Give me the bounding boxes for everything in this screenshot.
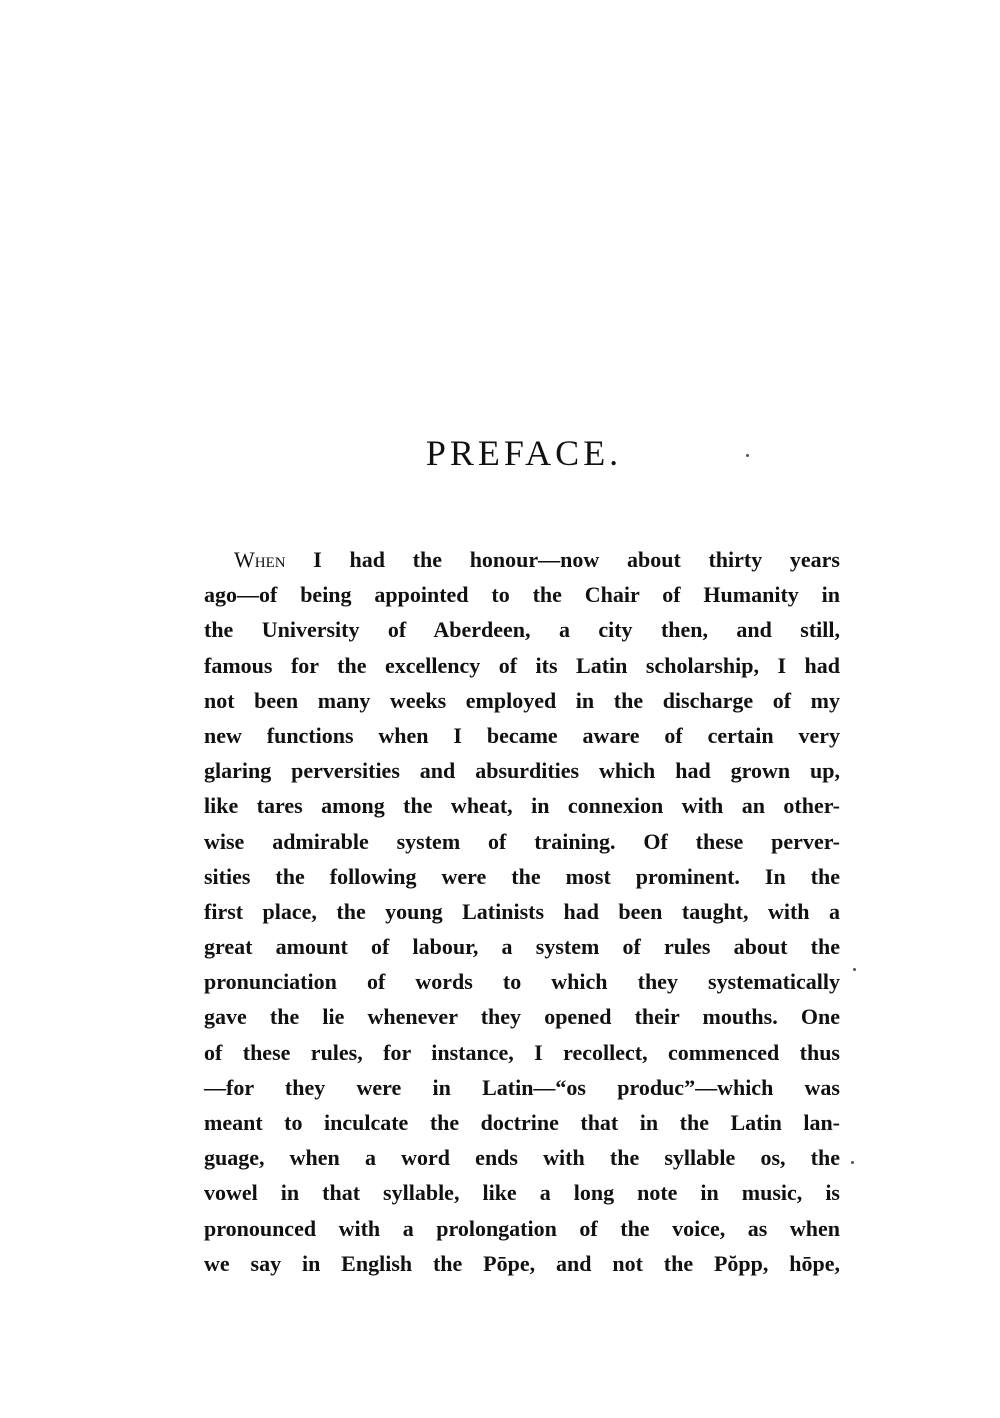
text-line: wise admirable system of training. Of these perver- (204, 828, 840, 854)
text-line: first place, the young Latinists had been taught, with a (204, 898, 840, 924)
text-line: new functions when I became aware of certain very (204, 722, 840, 748)
text-line: great amount of labour, a system of rules about the (204, 934, 840, 960)
preface-text (204, 542, 840, 1281)
scan-speck (853, 968, 856, 971)
drop-word: When (234, 547, 286, 572)
text-line: pronounced with a prolongation of the voice, as when (204, 1215, 840, 1241)
text-line: famous for the excellency of its Latin scholarship, I had (204, 652, 840, 678)
text-line: not been many weeks employed in the discharge of my (204, 687, 840, 713)
text-line: meant to inculcate the doctrine that in the Latin lan- (204, 1110, 840, 1135)
text-line: pronunciation of words to which they systematically (204, 969, 840, 995)
text-line: guage, when a word ends with the syllable os, the (204, 1145, 840, 1171)
page-heading: PREFACE. (425, 433, 623, 473)
text-line: —for they were in Latin—“os produc”—which was (204, 1074, 840, 1100)
scan-speck (851, 1161, 854, 1164)
text-line: sities the following were the most prominent. In the (204, 863, 840, 889)
text-line: of these rules, for instance, I recollect, commenced thus (204, 1039, 840, 1065)
text-line: When I had the honour—now about thirty years (234, 547, 840, 572)
text-line: we say in English the Pōpe, and not the Pŏpp, hōpe, (204, 1250, 840, 1276)
scan-speck (746, 454, 749, 457)
text-line: like tares among the wheat, in connexion with an other- (204, 793, 840, 819)
text-line: vowel in that syllable, like a long note in music, is (204, 1180, 840, 1206)
text-line: ago—of being appointed to the Chair of Humanity in (204, 582, 840, 608)
text-line: gave the lie whenever they opened their mouths. One (204, 1004, 840, 1030)
text-line: the University of Aberdeen, a city then, and still, (204, 617, 840, 643)
text-line: glaring perversities and absurdities which had grown up, (204, 758, 840, 784)
